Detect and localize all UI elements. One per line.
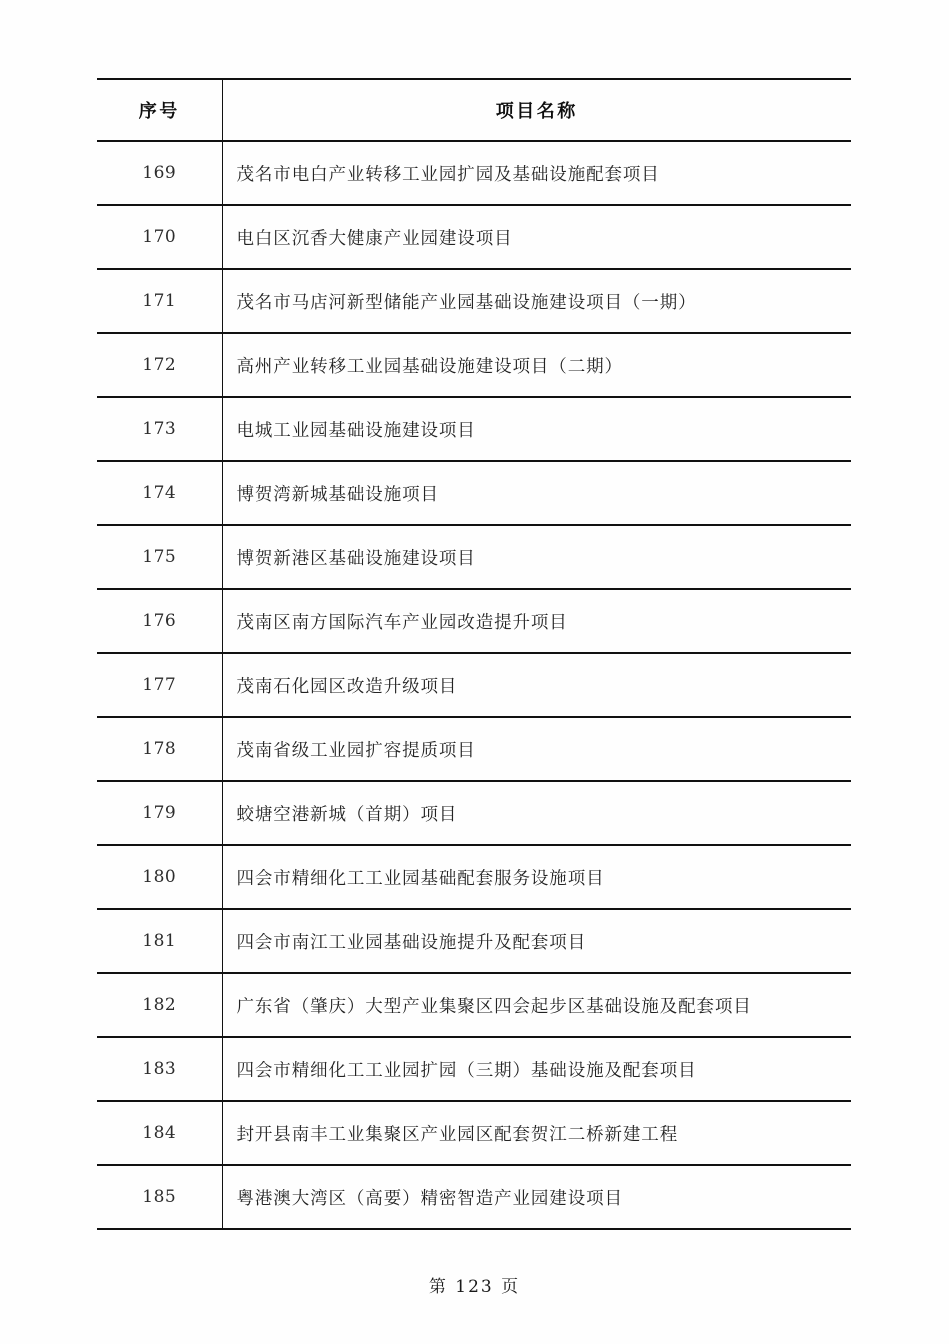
- project-name-text: 广东省（肇庆）大型产业集聚区四会起步区基础设施及配套项目: [236, 996, 752, 1017]
- table-cell-project-name: [222, 973, 851, 1037]
- table-row: [97, 973, 851, 1037]
- row-number-text: 178: [142, 739, 177, 759]
- page-footer: [0, 1272, 949, 1297]
- table-cell-number: [97, 909, 222, 973]
- table-cell-number: [97, 461, 222, 525]
- table-cell-project-name: [222, 589, 851, 653]
- table-cell-number: [97, 397, 222, 461]
- table-row: [97, 1101, 851, 1165]
- table-row: [97, 1037, 851, 1101]
- table-header-row: [97, 79, 851, 141]
- project-name-text: 茂南省级工业园扩容提质项目: [236, 740, 476, 761]
- table-cell-number: [97, 973, 222, 1037]
- table-cell-project-name: [222, 461, 851, 525]
- table-row: [97, 845, 851, 909]
- row-number-text: 183: [142, 1059, 177, 1079]
- table-cell-number: [97, 589, 222, 653]
- row-number-text: 179: [142, 803, 177, 823]
- table-cell-project-name: [222, 1101, 851, 1165]
- table-row: [97, 461, 851, 525]
- project-name-text: 茂南区南方国际汽车产业园改造提升项目: [236, 612, 568, 633]
- table-body: [97, 141, 851, 1229]
- project-name-text: 四会市精细化工工业园扩园（三期）基础设施及配套项目: [236, 1060, 697, 1081]
- row-number-text: 176: [142, 611, 177, 631]
- table-cell-project-name: [222, 525, 851, 589]
- project-name-text: 封开县南丰工业集聚区产业园区配套贺江二桥新建工程: [236, 1124, 679, 1145]
- table-cell-project-name: [222, 909, 851, 973]
- table-cell-project-name: [222, 205, 851, 269]
- table-cell-project-name: [222, 141, 851, 205]
- table-row: [97, 141, 851, 205]
- row-number-text: 171: [142, 291, 177, 311]
- row-number-text: 185: [142, 1187, 177, 1207]
- project-name-text: 高州产业转移工业园基础设施建设项目（二期）: [236, 356, 623, 377]
- table-cell-project-name: [222, 845, 851, 909]
- column-header-name: [222, 79, 851, 141]
- table-cell-number: [97, 1165, 222, 1229]
- column-header-number-label: 序号: [138, 101, 180, 122]
- project-name-text: 茂名市马店河新型储能产业园基础设施建设项目（一期）: [236, 292, 697, 313]
- project-name-text: 电白区沉香大健康产业园建设项目: [236, 228, 513, 249]
- table-row: [97, 781, 851, 845]
- table-row: [97, 525, 851, 589]
- table-cell-number: [97, 269, 222, 333]
- table-header: [97, 79, 851, 141]
- table-cell-number: [97, 1101, 222, 1165]
- table-cell-number: [97, 141, 222, 205]
- table-cell-project-name: [222, 333, 851, 397]
- table-row: [97, 205, 851, 269]
- row-number-text: 177: [142, 675, 177, 695]
- project-name-text: 四会市南江工业园基础设施提升及配套项目: [236, 932, 587, 953]
- row-number-text: 169: [142, 163, 177, 183]
- row-number-text: 182: [142, 995, 177, 1015]
- table-row: [97, 909, 851, 973]
- table-row: [97, 269, 851, 333]
- project-name-text: 粤港澳大湾区（高要）精密智造产业园建设项目: [236, 1188, 623, 1209]
- table-cell-number: [97, 717, 222, 781]
- table-cell-number: [97, 1037, 222, 1101]
- table-cell-project-name: [222, 1165, 851, 1229]
- column-header-number: [97, 79, 222, 141]
- table-row: [97, 653, 851, 717]
- row-number-text: 180: [142, 867, 177, 887]
- table-cell-project-name: [222, 717, 851, 781]
- table-cell-number: [97, 525, 222, 589]
- table-cell-number: [97, 205, 222, 269]
- table-cell-number: [97, 845, 222, 909]
- project-name-text: 茂南石化园区改造升级项目: [236, 676, 458, 697]
- table-cell-number: [97, 333, 222, 397]
- project-name-text: 博贺新港区基础设施建设项目: [236, 548, 476, 569]
- column-header-name-label: 项目名称: [495, 101, 578, 122]
- project-name-text: 茂名市电白产业转移工业园扩园及基础设施配套项目: [236, 164, 660, 185]
- table-row: [97, 333, 851, 397]
- table-cell-number: [97, 781, 222, 845]
- row-number-text: 175: [142, 547, 177, 567]
- row-number-text: 173: [142, 419, 177, 439]
- table-cell-project-name: [222, 653, 851, 717]
- table-cell-project-name: [222, 397, 851, 461]
- page-number-label: 第 123 页: [428, 1277, 521, 1297]
- table-row: [97, 717, 851, 781]
- row-number-text: 172: [142, 355, 177, 375]
- table-cell-number: [97, 653, 222, 717]
- row-number-text: 170: [142, 227, 177, 247]
- project-list-table: [97, 78, 851, 1230]
- table-row: [97, 397, 851, 461]
- row-number-text: 174: [142, 483, 177, 503]
- table-cell-project-name: [222, 269, 851, 333]
- row-number-text: 184: [142, 1123, 177, 1143]
- project-name-text: 四会市精细化工工业园基础配套服务设施项目: [236, 868, 605, 889]
- project-name-text: 博贺湾新城基础设施项目: [236, 484, 439, 505]
- table-cell-project-name: [222, 781, 851, 845]
- table-cell-project-name: [222, 1037, 851, 1101]
- table-row: [97, 1165, 851, 1229]
- project-name-text: 电城工业园基础设施建设项目: [236, 420, 476, 441]
- table-row: [97, 589, 851, 653]
- project-name-text: 蛟塘空港新城（首期）项目: [236, 804, 458, 825]
- row-number-text: 181: [142, 931, 177, 951]
